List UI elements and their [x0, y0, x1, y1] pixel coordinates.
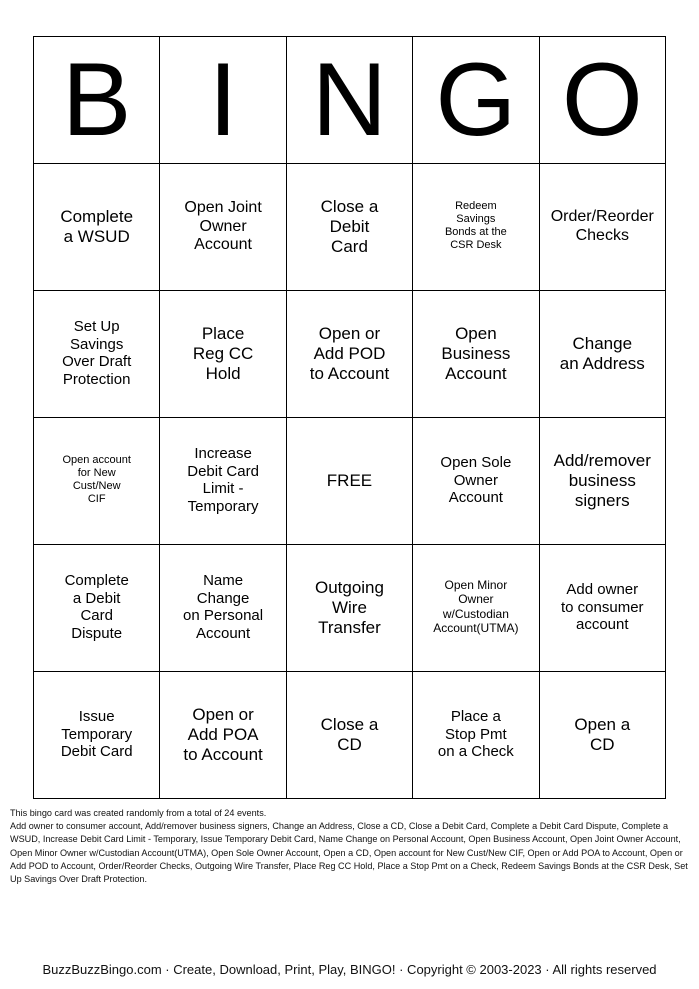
header-letter-g: G: [413, 37, 539, 164]
bingo-cell: [34, 672, 160, 799]
cell-text: Open a CD: [574, 714, 631, 754]
bingo-cell: [160, 545, 286, 672]
bingo-row: [34, 672, 666, 799]
bingo-cell: [413, 164, 539, 291]
header-letter-n: N: [286, 37, 412, 164]
bingo-cell: [539, 545, 665, 672]
cell-text: Open or Add POA to Account: [183, 704, 263, 764]
cell-text: Set Up Savings Over Draft Protection: [62, 318, 132, 389]
cell-text: Close a CD: [320, 714, 379, 754]
bingo-cell: [413, 545, 539, 672]
free-space: [286, 418, 412, 545]
bingo-cell: [34, 418, 160, 545]
cell-text: Open or Add POD to Account: [309, 323, 390, 383]
bingo-cell: [413, 418, 539, 545]
bingo-cell: [34, 164, 160, 291]
cell-text: Place Reg CC Hold: [192, 323, 254, 383]
cell-text: Place a Stop Pmt on a Check: [437, 707, 514, 761]
card-footnote: [10, 807, 690, 886]
cell-text: Name Change on Personal Account: [183, 572, 264, 643]
bingo-row: [34, 164, 666, 291]
bingo-row: [34, 291, 666, 418]
cell-text: Open Sole Owner Account: [440, 453, 512, 507]
bingo-header-row: [34, 37, 666, 164]
header-letter-i: I: [160, 37, 286, 164]
bingo-cell: [160, 672, 286, 799]
bingo-cell: [160, 291, 286, 418]
cell-text: Complete a WSUD: [60, 206, 134, 246]
cell-text: Open Minor Owner w/Custodian Account(UTMA): [433, 578, 519, 635]
cell-text: Outgoing Wire Transfer: [314, 577, 384, 637]
bingo-row: [34, 418, 666, 545]
bingo-cell: [286, 545, 412, 672]
cell-text: Add/remover business signers: [553, 450, 651, 510]
cell-text: Open Joint Owner Account: [184, 198, 262, 254]
cell-text: Close a Debit Card: [320, 196, 379, 256]
bingo-card: [33, 36, 666, 799]
free-space-label: FREE: [326, 470, 373, 490]
header-letter-o: O: [539, 37, 665, 164]
bingo-cell: [286, 164, 412, 291]
bingo-cell: [413, 672, 539, 799]
cell-text: Redeem Savings Bonds at the CSR Desk: [444, 200, 507, 252]
bingo-cell: [160, 164, 286, 291]
bingo-cell: [286, 291, 412, 418]
page-footer: BuzzBuzzBingo.com · Create, Download, Print, Play, BINGO! · Copyright © 2003-2023 · All rights reserved: [42, 962, 657, 977]
bingo-cell: [539, 291, 665, 418]
bingo-cell: [413, 291, 539, 418]
header-letter-b: B: [34, 37, 160, 164]
footnote-intro: This bingo card was created randomly from a total of 24 events.: [10, 808, 267, 818]
cell-text: Add owner to consumer account: [561, 580, 644, 634]
bingo-row: [34, 545, 666, 672]
cell-text: Change an Address: [559, 333, 645, 373]
cell-text: Issue Temporary Debit Card: [60, 707, 133, 761]
bingo-cell: [34, 291, 160, 418]
footnote-event-list: Add owner to consumer account, Add/remover business signers, Change an Address, Close a CD, Close a Debit Card, Complete a Debit Card Dispute, Complete a WSUD, Increase Debit Card Limit - Temporary, Issue Temporary Debit Card, Name Change on Personal Account, Open Business Account, Open Joint Owner Account, Open Minor Owner w/Custodian Account(UTMA), Open Sole Owner Account, Open a CD, Open account for New Cust/New CIF, Open or Add POA to Account, Open or Add POD to Account, Order/Reorder Checks, Outgoing Wire Transfer, Place Reg CC Hold, Place a Stop Pmt on a Check, Redeem Savings Bonds at the CSR Desk, Set Up Savings Over Draft Protection.: [10, 821, 688, 885]
bingo-cell: [34, 545, 160, 672]
bingo-cell: [539, 672, 665, 799]
bingo-cell: [539, 418, 665, 545]
cell-text: Order/Reorder Checks: [550, 208, 654, 244]
bingo-cell: [160, 418, 286, 545]
cell-text: Complete a Debit Card Dispute: [64, 572, 129, 643]
bingo-cell: [286, 672, 412, 799]
cell-text: Increase Debit Card Limit - Temporary: [187, 445, 259, 516]
cell-text: Open Business Account: [441, 323, 511, 383]
bingo-cell: [539, 164, 665, 291]
cell-text: Open account for New Cust/New CIF: [62, 454, 131, 506]
